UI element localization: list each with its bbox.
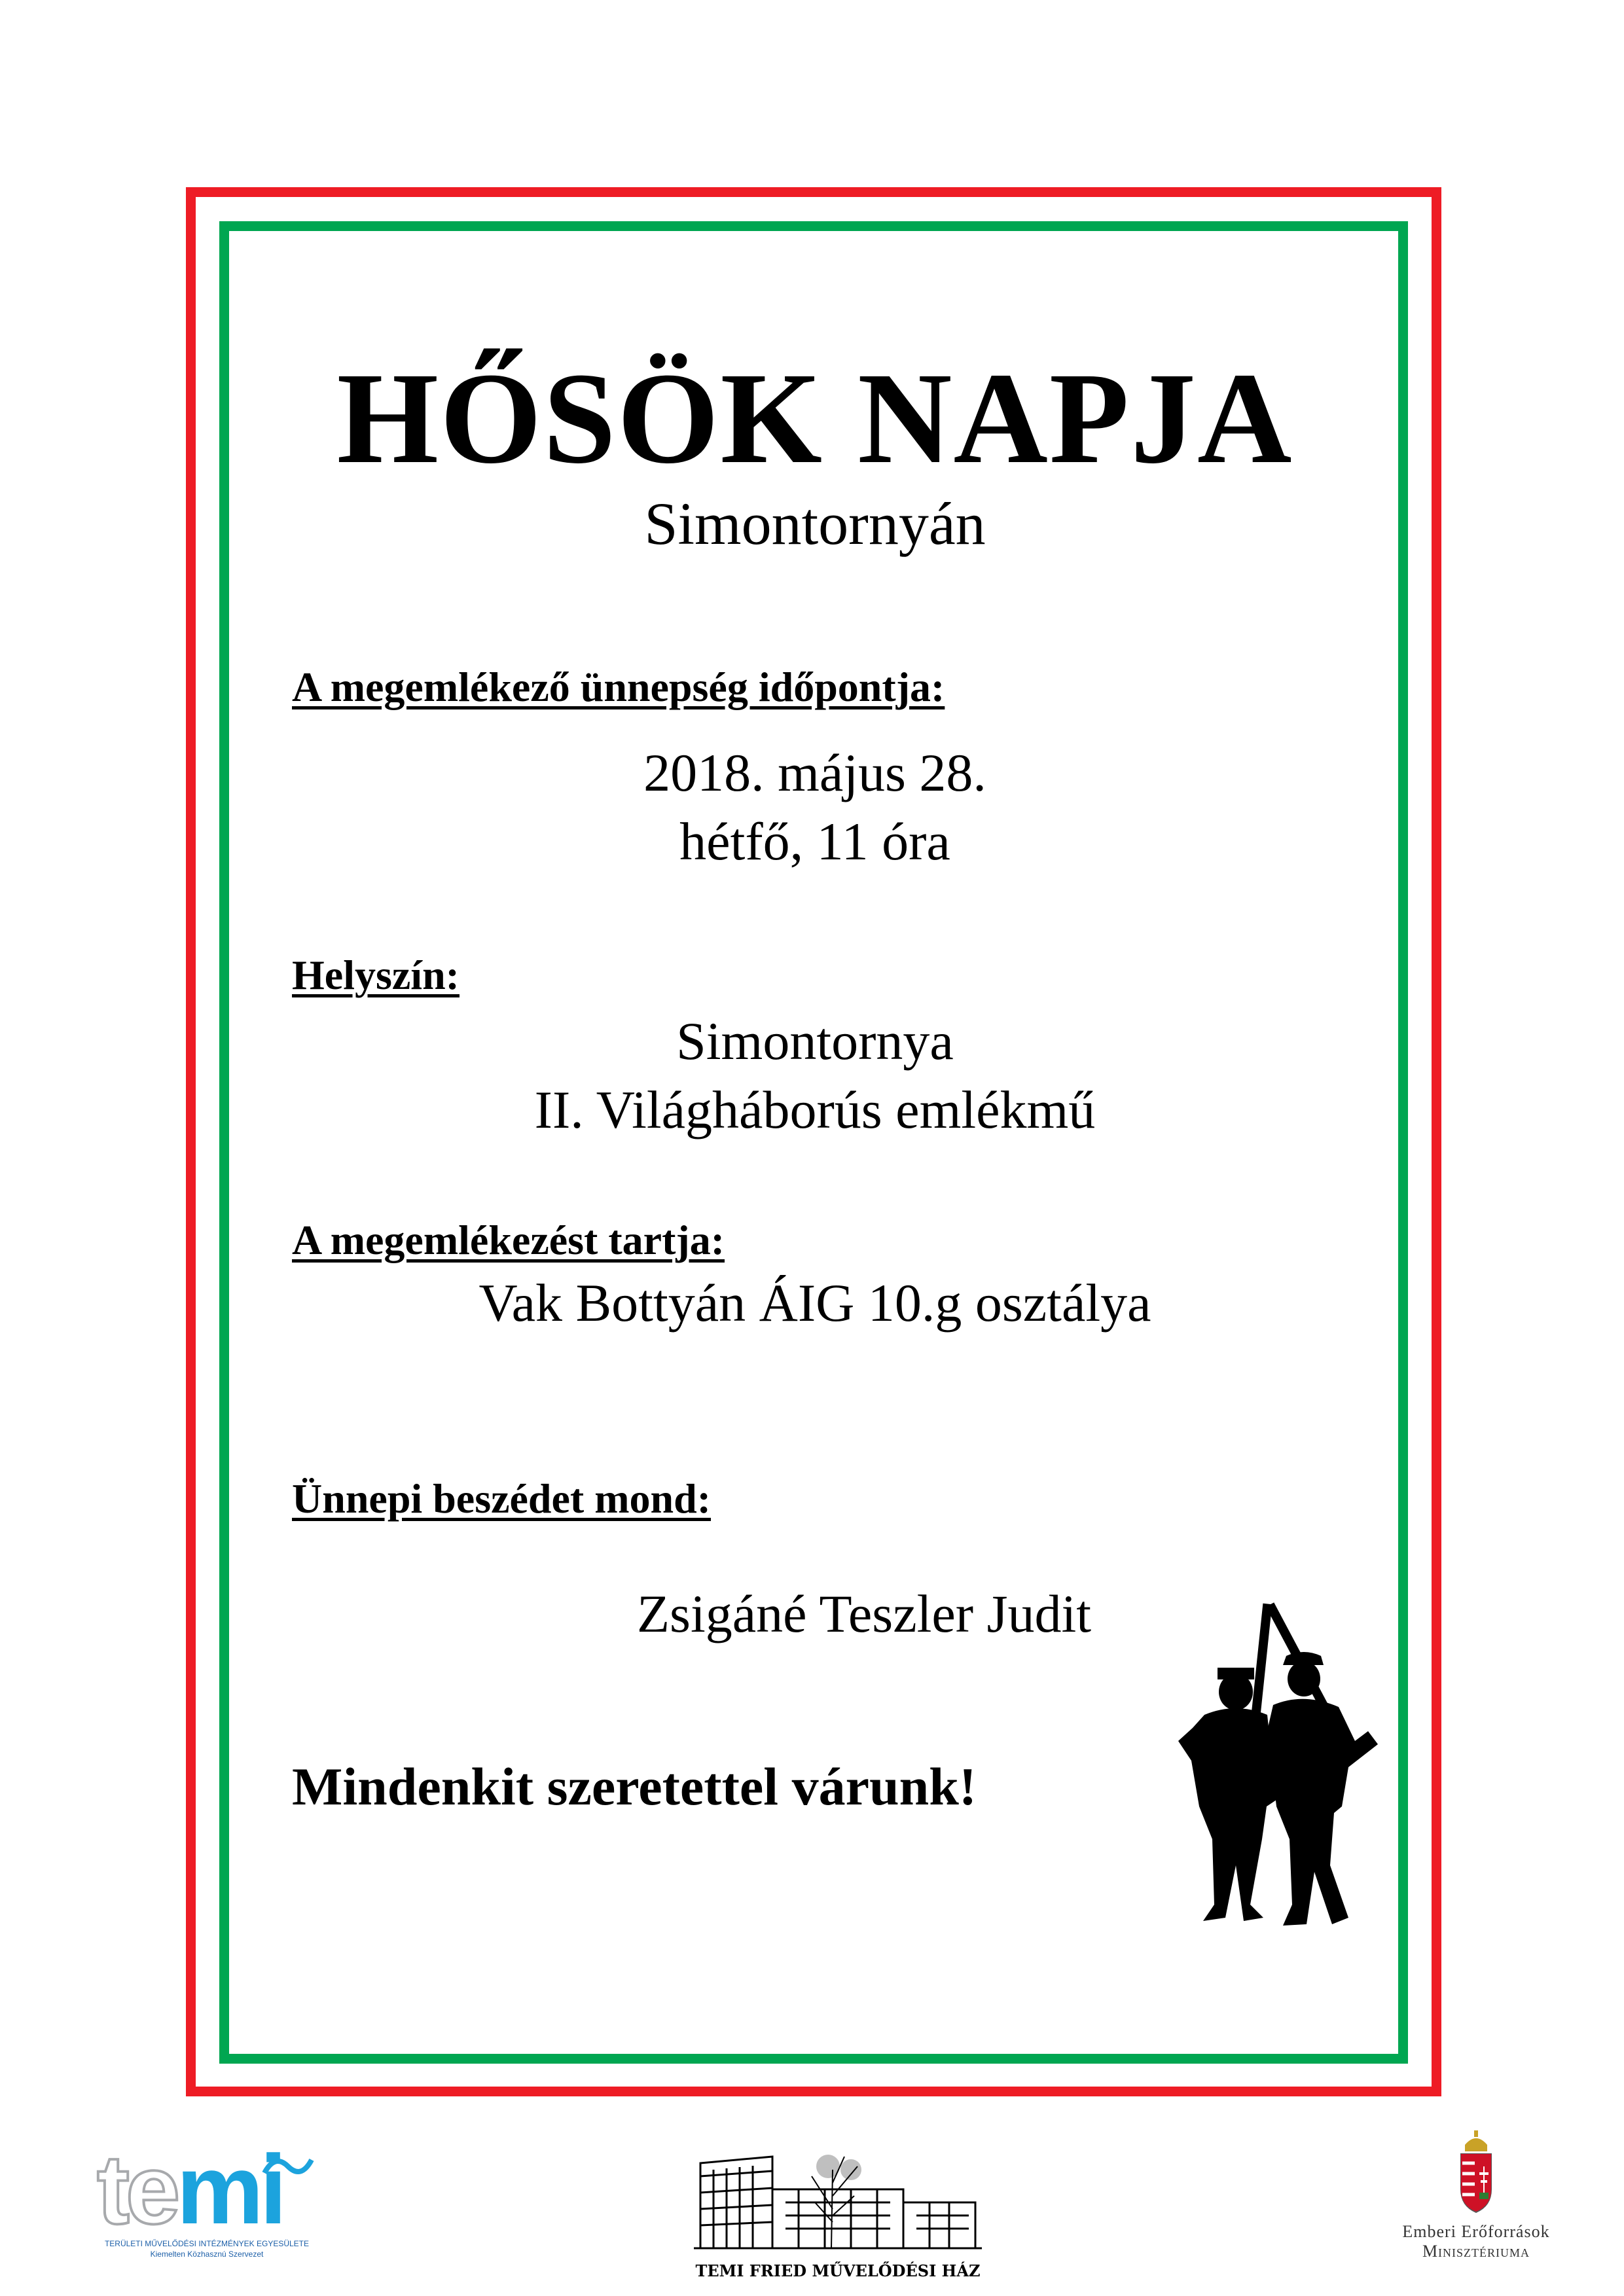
temi-caption-line2: Kiemelten Közhasznú Szervezet bbox=[150, 2250, 264, 2259]
temi-logo-te: te bbox=[97, 2134, 177, 2244]
temi-caption-line1: TERÜLETI MŰVELŐDÉSI INTÉZMÉNYEK EGYESÜLETE bbox=[104, 2239, 310, 2248]
closing-invitation: Mindenkit szeretettel várunk! bbox=[292, 1757, 977, 1816]
hungarian-coat-of-arms-icon bbox=[1453, 2130, 1499, 2215]
location-town: Simontornya bbox=[676, 1011, 954, 1071]
building-sketch-icon bbox=[687, 2130, 988, 2261]
ministry-caption-line2: Minisztériuma bbox=[1422, 2242, 1530, 2261]
speaker-name: Zsigáné Teszler Judit bbox=[636, 1584, 1092, 1643]
heading-location: Helyszín: bbox=[292, 952, 460, 998]
page-subtitle: Simontornyán bbox=[644, 490, 986, 557]
page-title: HŐSÖK NAPJA bbox=[336, 346, 1293, 491]
time-date: 2018. május 28. bbox=[643, 743, 986, 802]
ministry-logo bbox=[1388, 2130, 1564, 2287]
ministry-caption-line1: Emberi Erőforrások bbox=[1402, 2222, 1550, 2241]
heading-organizer: A megemlékezést tartja: bbox=[292, 1217, 725, 1263]
temi-logo bbox=[85, 2134, 321, 2278]
temi-wave-icon bbox=[262, 2147, 314, 2186]
soldiers-silhouette-icon bbox=[1152, 1590, 1388, 1944]
house-logo-caption: TEMI FRIED MŰVELŐDÉSI HÁZ bbox=[695, 2261, 981, 2280]
heading-speaker: Ünnepi beszédet mond: bbox=[292, 1475, 712, 1522]
temi-logo-mi: mi bbox=[176, 2134, 283, 2244]
heading-time: A megemlékező ünnepség időpontja: bbox=[292, 664, 945, 710]
time-day-hour: hétfő, 11 óra bbox=[679, 812, 950, 871]
fried-house-logo bbox=[687, 2130, 988, 2287]
location-memorial: II. Világháborús emlékmű bbox=[534, 1080, 1096, 1139]
organizer-class: Vak Bottyán ÁIG 10.g osztálya bbox=[478, 1273, 1151, 1333]
